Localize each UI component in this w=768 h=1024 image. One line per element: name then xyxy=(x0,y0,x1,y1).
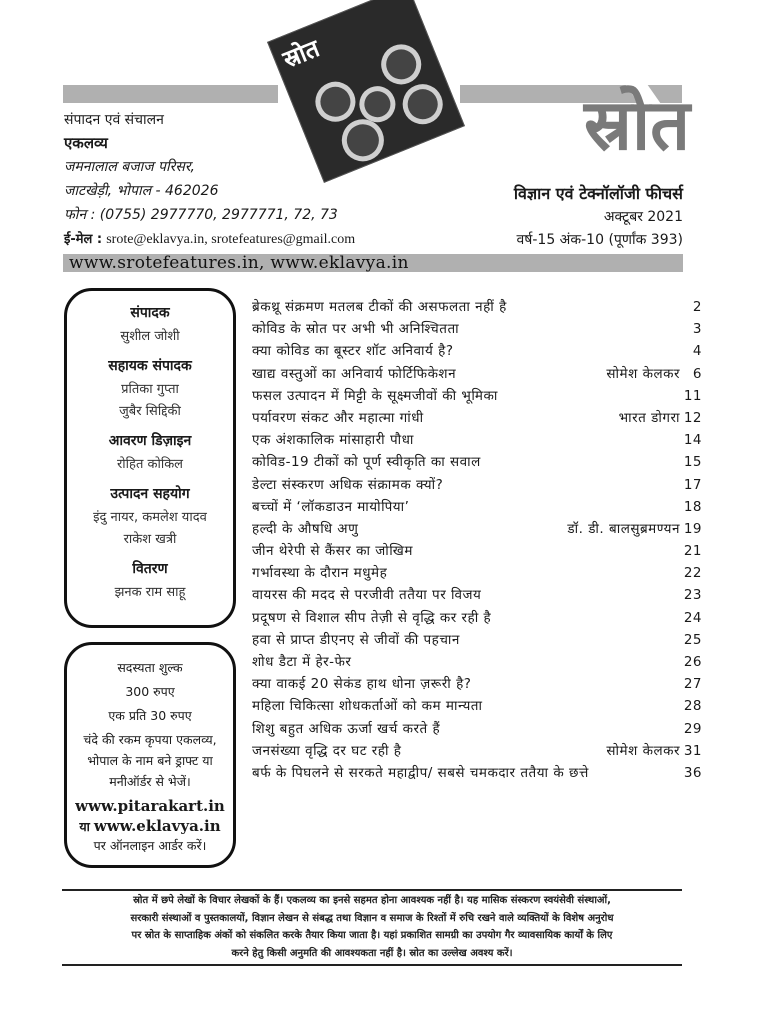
issue-number: वर्ष-15 अंक-10 (पूर्णांक 393) xyxy=(516,232,683,248)
toc-title: शिशु बहुत अधिक ऊर्जा खर्च करते हैं xyxy=(252,720,441,737)
toc-entry[interactable] xyxy=(252,695,702,717)
toc-entry[interactable] xyxy=(252,474,702,496)
toc-entry[interactable] xyxy=(252,340,702,362)
toc-page-number: 4 xyxy=(692,343,702,360)
staff-name: प्रतिका गुप्ता xyxy=(121,382,179,397)
toc-page-number: 28 xyxy=(683,698,702,715)
tagline: विज्ञान एवं टेक्नॉलॉजी फीचर्स xyxy=(513,184,683,203)
toc-entry[interactable] xyxy=(252,451,702,473)
cover-image xyxy=(267,0,465,183)
toc-author: डॉ. डी. बालसुब्रमण्यन xyxy=(567,520,680,537)
disclaimer-line: स्रोत में छपे लेखों के विचार लेखकों के हैं। एकलव्य का इनसे सहमत होना आवश्यक नहीं है। यह मासिक संस्करण स्वयंसेवी संस्थाओं, xyxy=(133,895,611,906)
toc-entry[interactable] xyxy=(252,762,702,784)
staff-role: संपादक xyxy=(130,305,170,321)
toc-title: एक अंशकालिक मांसाहारी पौधा xyxy=(252,432,414,449)
toc-entry[interactable] xyxy=(252,540,702,562)
toc-page-number: 22 xyxy=(683,565,702,582)
toc-page-number: 31 xyxy=(683,742,702,759)
toc-title: बच्चों में ‘लॉकडाउन मायोपिया’ xyxy=(252,498,410,515)
toc-page-number: 12 xyxy=(683,409,702,426)
toc-entry[interactable] xyxy=(252,296,702,318)
toc-entry[interactable] xyxy=(252,718,702,740)
websites-bar[interactable]: www.srotefeatures.in, www.eklavya.in xyxy=(63,254,683,272)
payment-note-3: मनीऑर्डर से भेजें। xyxy=(109,774,191,789)
toc-entry[interactable] xyxy=(252,363,702,385)
toc-page-number: 18 xyxy=(683,498,702,515)
toc-page-number: 19 xyxy=(683,520,702,537)
staff-name: राकेश खत्री xyxy=(123,532,177,547)
cover-ring xyxy=(375,38,427,90)
toc-title: हवा से प्राप्त डीएनए से जीवों की पहचान xyxy=(252,631,460,648)
toc-title: जीन थेरेपी से कैंसर का जोखिम xyxy=(252,543,413,560)
toc-author: भारत डोगरा xyxy=(618,409,680,426)
toc-page-number: 17 xyxy=(683,476,702,493)
online-order-text: पर ऑनलाइन आर्डर करें। xyxy=(93,838,207,853)
toc-page-number: 29 xyxy=(683,720,702,737)
email-label: ई-मेल : xyxy=(64,232,103,247)
toc-title: गर्भावस्था के दौरान मधुमेह xyxy=(252,565,388,582)
toc-page-number: 24 xyxy=(683,609,702,626)
pitarakart-link[interactable]: www.pitarakart.in xyxy=(75,797,225,815)
divider xyxy=(62,964,682,966)
table-of-contents xyxy=(252,296,702,784)
cover-title: स्रोत xyxy=(279,34,324,74)
payment-note-2: भोपाल के नाम बने ड्राफ्ट या xyxy=(87,753,213,768)
srote-logo: स्रोत xyxy=(583,84,690,166)
toc-page-number: 25 xyxy=(683,631,702,648)
toc-title: डेल्टा संस्करण अधिक संक्रामक क्यों? xyxy=(252,476,444,493)
toc-page-number: 14 xyxy=(683,432,702,449)
email-line xyxy=(64,229,355,248)
header-bar-left xyxy=(63,85,278,103)
toc-page-number: 26 xyxy=(683,654,702,670)
disclaimer xyxy=(62,892,682,962)
toc-entry[interactable] xyxy=(252,318,702,340)
staff-role: सहायक संपादक xyxy=(108,358,192,374)
toc-title: हल्दी के औषधि अणु xyxy=(252,520,359,537)
staff-name: इंदु नायर, कमलेश यादव xyxy=(93,510,207,525)
staff-name: सुशील जोशी xyxy=(120,329,180,344)
staff-role: उत्पादन सहयोग xyxy=(110,486,190,502)
eklavya-link[interactable]: www.eklavya.in xyxy=(93,817,221,835)
toc-page-number: 11 xyxy=(683,387,702,404)
cover-ring xyxy=(397,78,449,130)
toc-page-number: 6 xyxy=(692,365,702,382)
toc-entry[interactable] xyxy=(252,651,702,673)
toc-title: जनसंख्या वृद्धि दर घट रही है xyxy=(252,742,402,759)
phone: फोन : (0755) 2977770, 2977771, 72, 73 xyxy=(64,207,338,223)
toc-title: पर्यावरण संकट और महात्मा गांधी xyxy=(252,409,424,426)
staff-role: आवरण डिज़ाइन xyxy=(108,433,192,449)
address-line2: जाटखेड़ी, भोपाल - 462026 xyxy=(64,183,219,199)
toc-entry[interactable] xyxy=(252,562,702,584)
address-line1: जमनालाल बजाज परिसर, xyxy=(64,159,196,175)
toc-entry[interactable] xyxy=(252,407,702,429)
toc-entry[interactable] xyxy=(252,740,702,762)
divider xyxy=(62,889,682,891)
toc-title: बर्फ के पिघलने से सरकते महाद्वीप/ सबसे चमकदार ततैया के छत्ते xyxy=(252,764,589,781)
toc-title: फसल उत्पादन में मिट्टी के सूक्ष्मजीवों की भूमिका xyxy=(252,387,498,404)
issue-date: अक्टूबर 2021 xyxy=(603,209,683,225)
toc-title: क्या कोविड का बूस्टर शॉट अनिवार्य है? xyxy=(252,343,454,360)
staff-role: वितरण xyxy=(132,561,168,577)
toc-title: कोविड के स्रोत पर अभी भी अनिश्चितता xyxy=(252,321,460,338)
toc-title: कोविड-19 टीकों को पूर्ण स्वीकृति का सवाल xyxy=(252,454,481,471)
disclaimer-line: करने हेतु किसी अनुमति की आवश्यकता नहीं है। स्रोत का उल्लेख अवश्य करें। xyxy=(231,947,513,959)
staff-box xyxy=(64,288,236,628)
toc-entry[interactable] xyxy=(252,607,702,629)
publisher-label: संपादन एवं संचालन xyxy=(64,112,164,128)
annual-fee: 300 रुपए xyxy=(125,684,175,699)
toc-page-number: 3 xyxy=(692,321,702,338)
subscription-title: सदस्यता शुल्क xyxy=(117,660,183,675)
disclaimer-line: सरकारी संस्थाओं व पुस्तकालयों, विज्ञान लेखन से संबद्ध तथा विज्ञान व समाज के रिश्तों में रुचि रखने वाले व्यक्तियों के विशेष अनुरोध xyxy=(130,912,614,924)
staff-name: झनक राम साहू xyxy=(114,585,186,600)
toc-entry[interactable] xyxy=(252,496,702,518)
staff-name: रोहित कोकिल xyxy=(116,457,183,472)
toc-title: क्या वाकई 20 सेकंड हाथ धोना ज़रूरी है? xyxy=(252,676,472,693)
toc-entry[interactable] xyxy=(252,518,702,540)
toc-page-number: 27 xyxy=(683,676,702,693)
or-text: या xyxy=(79,819,90,834)
payment-note-1: चंदे की रकम कृपया एकलव्य, xyxy=(83,732,217,747)
disclaimer-line: पर स्रोत के साप्ताहिक अंकों को संकलित करके तैयार किया जाता है। यहां प्रकाशित सामग्री का उपयोग गैर व्यावसायिक कार्यों के लिए xyxy=(131,930,613,941)
email-link[interactable]: srote@eklavya.in, srotefeatures@gmail.com xyxy=(106,232,356,247)
toc-entry[interactable] xyxy=(252,385,702,407)
toc-entry[interactable] xyxy=(252,673,702,695)
toc-page-number: 15 xyxy=(683,454,702,471)
toc-entry[interactable] xyxy=(252,584,702,606)
toc-page-number: 36 xyxy=(683,764,702,781)
publisher-name: एकलव्य xyxy=(64,134,108,152)
subscription-box xyxy=(64,642,236,868)
toc-title: शोध डैटा में हेर-फेर xyxy=(252,654,352,670)
toc-entry[interactable] xyxy=(252,429,702,451)
toc-title: महिला चिकित्सा शोधकर्ताओं को कम मान्यता xyxy=(252,698,483,715)
toc-title: वायरस की मदद से परजीवी ततैया पर विजय xyxy=(252,587,482,604)
toc-entry[interactable] xyxy=(252,629,702,651)
toc-page-number: 2 xyxy=(692,299,702,315)
toc-page-number: 21 xyxy=(683,543,702,560)
toc-author: सोमेश केलकर xyxy=(606,742,680,759)
staff-name: जुबैर सिद्दिकी xyxy=(119,404,181,419)
toc-title: प्रदूषण से विशाल सीप तेज़ी से वृद्धि कर रही है xyxy=(252,609,492,626)
toc-title: खाद्य वस्तुओं का अनिवार्य फोर्टिफिकेशन xyxy=(252,365,457,382)
toc-page-number: 23 xyxy=(683,587,702,604)
toc-author: सोमेश केलकर xyxy=(606,365,680,382)
single-copy-fee: एक प्रति 30 रुपए xyxy=(108,708,192,723)
toc-title: ब्रेकथ्रू संक्रमण मतलब टीकों की असफलता नहीं है xyxy=(252,299,507,315)
